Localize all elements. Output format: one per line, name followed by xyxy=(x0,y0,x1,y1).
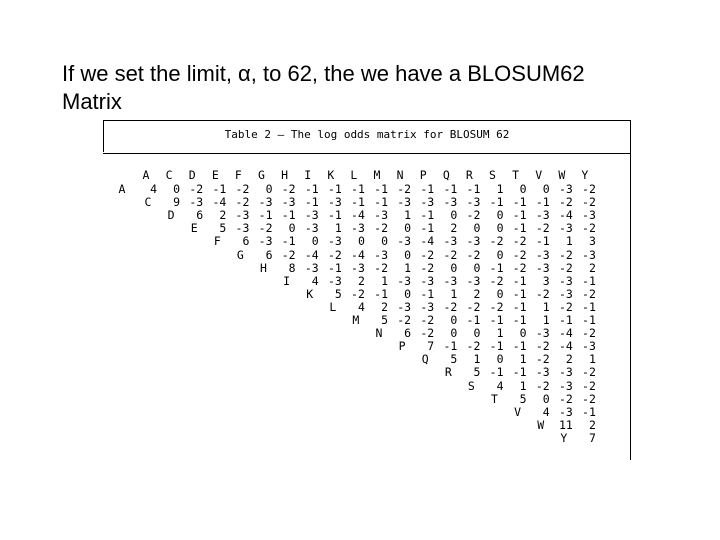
matrix-cell: -2 xyxy=(512,260,527,275)
matrix-cell: -1 xyxy=(512,221,527,236)
matrix-cell: -3 xyxy=(535,247,550,262)
matrix-cell: 6 xyxy=(404,326,412,341)
matrix-cell: -2 xyxy=(535,378,550,393)
matrix-cell: -1 xyxy=(443,339,458,354)
matrix-cell: -2 xyxy=(535,221,550,236)
matrix-cell: 7 xyxy=(427,339,435,354)
matrix-cell: -2 xyxy=(420,326,435,341)
row-label: F xyxy=(213,234,221,249)
matrix-cell: 0 xyxy=(496,221,504,236)
matrix-cell: -2 xyxy=(466,339,481,354)
matrix-cell: 9 xyxy=(173,195,181,210)
matrix-cell: 1 xyxy=(496,326,504,341)
matrix-cell: -2 xyxy=(466,208,481,223)
matrix-cell: 1 xyxy=(565,234,573,249)
matrix-cell: 2 xyxy=(381,299,388,314)
matrix-cell: 0 xyxy=(357,234,365,249)
matrix-cell: -1 xyxy=(351,182,365,196)
matrix-cell: 4 xyxy=(357,299,365,314)
column-header: K xyxy=(327,168,335,182)
matrix-cell: 5 xyxy=(450,352,458,367)
matrix-cell: -1 xyxy=(489,313,504,327)
matrix-cell: -2 xyxy=(327,247,342,262)
matrix-cell: -2 xyxy=(558,391,573,406)
slide-title xyxy=(62,60,702,116)
column-header: M xyxy=(373,168,381,182)
matrix-cell: 2 xyxy=(450,221,458,236)
matrix-cell: -3 xyxy=(420,195,435,210)
matrix-cell: 1 xyxy=(542,299,550,314)
column-header: W xyxy=(558,168,566,182)
matrix-cell: -3 xyxy=(535,260,550,275)
matrix-cell: -1 xyxy=(582,299,596,314)
row-label: Q xyxy=(421,352,429,367)
matrix-cell: -3 xyxy=(558,273,573,288)
column-header: F xyxy=(234,168,242,182)
matrix-cell: -3 xyxy=(327,273,342,288)
matrix-cell: -2 xyxy=(582,195,596,210)
matrix-cell: -1 xyxy=(535,234,550,249)
matrix-cell: 3 xyxy=(542,273,550,288)
matrix-cell: -3 xyxy=(397,273,412,288)
matrix-cell: 1 xyxy=(519,352,527,367)
matrix-cell: 2 xyxy=(565,352,573,367)
row-label: P xyxy=(398,339,406,354)
column-header: E xyxy=(211,168,219,182)
matrix-cell: -3 xyxy=(582,247,596,262)
matrix-cell: 0 xyxy=(473,221,481,236)
matrix-cell: -3 xyxy=(397,195,412,210)
matrix-cell: -3 xyxy=(443,195,458,210)
column-header: H xyxy=(281,168,289,182)
matrix-cell: 6 xyxy=(265,247,273,262)
matrix-cell: 0 xyxy=(519,182,527,196)
matrix-cell: 6 xyxy=(196,208,204,223)
matrix-cell: 0 xyxy=(265,182,273,196)
row-label: W xyxy=(537,417,545,432)
row-label: D xyxy=(167,208,175,223)
row-label: M xyxy=(352,313,360,327)
matrix-cell: -1 xyxy=(351,195,365,210)
matrix-cell: -3 xyxy=(397,234,412,249)
matrix-cell: -2 xyxy=(258,221,273,236)
matrix-cell: -1 xyxy=(512,273,527,288)
matrix-cell: -3 xyxy=(558,221,573,236)
matrix-cell: -3 xyxy=(374,247,388,262)
matrix-cell: 3 xyxy=(588,234,596,249)
matrix-cell: 0 xyxy=(450,313,458,327)
matrix-cell: -3 xyxy=(235,208,250,223)
matrix-cell: -3 xyxy=(351,260,365,275)
matrix-cell: 0 xyxy=(542,391,550,406)
matrix-cell: -2 xyxy=(489,234,504,249)
row-label: G xyxy=(236,247,244,262)
column-header: Q xyxy=(442,168,450,182)
matrix-cell: 4 xyxy=(542,404,550,419)
matrix-cell: -3 xyxy=(443,273,458,288)
matrix-cell: 11 xyxy=(558,417,573,432)
slide-title-line-2: Matrix xyxy=(62,89,122,114)
matrix-cell: -4 xyxy=(558,339,573,354)
matrix-cell: -1 xyxy=(582,273,596,288)
matrix-cell: -1 xyxy=(443,182,458,196)
matrix-cell: -1 xyxy=(327,182,342,196)
matrix-cell: -4 xyxy=(212,195,227,210)
row-label: C xyxy=(144,195,152,210)
matrix-cell: -1 xyxy=(281,234,296,249)
matrix-cell: 6 xyxy=(242,234,250,249)
matrix-cell: 4 xyxy=(150,182,157,196)
row-label: L xyxy=(329,299,337,314)
matrix-cell: -3 xyxy=(397,299,412,314)
matrix-cell: -2 xyxy=(374,260,388,275)
matrix-cell: -4 xyxy=(558,326,573,341)
matrix-cell: -3 xyxy=(258,195,273,210)
matrix-cell: -3 xyxy=(327,195,342,210)
column-header: A xyxy=(142,168,150,182)
matrix-cell: 0 xyxy=(404,247,412,262)
matrix-cell: 5 xyxy=(334,286,342,301)
matrix-cell: 0 xyxy=(473,326,481,341)
matrix-cell: -3 xyxy=(235,221,250,236)
matrix-cell: -3 xyxy=(189,195,204,210)
matrix-cell: 1 xyxy=(588,352,596,367)
matrix-cell: -2 xyxy=(512,247,527,262)
matrix-cell: 0 xyxy=(173,182,181,196)
column-header: T xyxy=(512,168,520,182)
matrix-cell: -3 xyxy=(535,365,550,380)
matrix-cell: -3 xyxy=(558,378,573,393)
matrix-cell: -2 xyxy=(420,313,435,327)
matrix-cell: -3 xyxy=(304,221,319,236)
row-label: K xyxy=(306,286,314,301)
matrix-cell: -1 xyxy=(466,182,481,196)
matrix-cell: -3 xyxy=(304,260,319,275)
matrix-cell: -2 xyxy=(443,299,458,314)
row-label: Y xyxy=(560,430,568,445)
log-odds-matrix xyxy=(103,120,631,460)
matrix-cell: -3 xyxy=(582,208,596,223)
column-header: R xyxy=(465,168,473,182)
matrix-cell: -3 xyxy=(558,182,573,196)
matrix-cell: -3 xyxy=(466,195,481,210)
matrix-cell: -1 xyxy=(558,313,573,327)
table-caption: Table 2 – The log odds matrix for BLOSUM 62 xyxy=(224,128,510,141)
matrix-cell: -1 xyxy=(512,313,527,327)
matrix-cell: -1 xyxy=(512,286,527,301)
matrix-cell: -3 xyxy=(535,326,550,341)
column-header: C xyxy=(165,168,173,182)
matrix-cell: -1 xyxy=(420,182,435,196)
matrix-cell: -1 xyxy=(374,195,388,210)
matrix-cell: 2 xyxy=(357,273,365,288)
matrix-cell: 1 xyxy=(404,260,412,275)
matrix-cell: 0 xyxy=(496,208,504,223)
matrix-cell: -2 xyxy=(466,247,481,262)
matrix-cell: -1 xyxy=(582,404,596,419)
matrix-cell: -1 xyxy=(489,195,504,210)
row-label: A xyxy=(118,182,126,196)
matrix-cell: -1 xyxy=(327,260,342,275)
row-label: N xyxy=(375,326,383,341)
matrix-cell: -4 xyxy=(351,208,365,223)
matrix-cell: 5 xyxy=(473,365,481,380)
matrix-cell: -2 xyxy=(558,260,573,275)
row-label: E xyxy=(190,221,198,236)
matrix-cell: 7 xyxy=(588,430,596,445)
matrix-cell: 2 xyxy=(219,208,227,223)
matrix-cell: -1 xyxy=(327,208,342,223)
matrix-cell: 5 xyxy=(219,221,227,236)
matrix-cell: -2 xyxy=(443,247,458,262)
matrix-cell: 0 xyxy=(288,221,296,236)
matrix-cell: 8 xyxy=(288,260,296,275)
matrix-cell: -3 xyxy=(558,286,573,301)
matrix-cell: -2 xyxy=(374,221,388,236)
matrix-cell: -2 xyxy=(582,286,596,301)
matrix-cell: -2 xyxy=(489,273,504,288)
matrix-cell: 5 xyxy=(519,391,527,406)
matrix-cell: -2 xyxy=(351,286,365,301)
matrix-cell: -2 xyxy=(558,299,573,314)
matrix-cell: -1 xyxy=(258,208,273,223)
matrix-cell: -2 xyxy=(281,182,296,196)
matrix-cell: -1 xyxy=(420,286,435,301)
matrix-cell: -3 xyxy=(582,339,596,354)
matrix-cell: -2 xyxy=(558,195,573,210)
matrix-cell: -1 xyxy=(535,195,550,210)
matrix-cell: 1 xyxy=(450,286,458,301)
matrix-cell: 0 xyxy=(496,286,504,301)
matrix-cell: -2 xyxy=(189,182,204,196)
matrix-cell: -3 xyxy=(374,208,388,223)
matrix-cell: -2 xyxy=(535,352,550,367)
matrix-cell: -2 xyxy=(535,286,550,301)
matrix-cell: 2 xyxy=(588,417,596,432)
matrix-cell: -2 xyxy=(535,339,550,354)
matrix-cell: -1 xyxy=(420,221,435,236)
matrix-cell: -1 xyxy=(512,365,527,380)
matrix-cell: -3 xyxy=(420,299,435,314)
matrix-cell: 1 xyxy=(496,182,504,196)
matrix-cell: -2 xyxy=(582,221,596,236)
matrix-cell: -3 xyxy=(327,234,342,249)
matrix-cell: 1 xyxy=(334,221,342,236)
blosum62-table-figure xyxy=(103,120,631,460)
matrix-cell: -1 xyxy=(304,182,319,196)
column-header: N xyxy=(396,168,404,182)
matrix-cell: -2 xyxy=(582,182,596,196)
matrix-cell: 0 xyxy=(404,286,412,301)
matrix-cell: -2 xyxy=(235,182,250,196)
matrix-cell: -4 xyxy=(420,234,435,249)
matrix-cell: -3 xyxy=(258,234,273,249)
row-label: I xyxy=(283,273,291,288)
row-label: T xyxy=(491,391,498,406)
column-header: I xyxy=(304,168,312,182)
matrix-cell: -2 xyxy=(397,182,412,196)
matrix-cell: 1 xyxy=(404,208,412,223)
matrix-cell: 4 xyxy=(496,378,504,393)
matrix-cell: -3 xyxy=(466,273,481,288)
matrix-cell: -2 xyxy=(397,313,412,327)
column-header: L xyxy=(350,168,358,182)
matrix-cell: 0 xyxy=(404,221,412,236)
matrix-cell: -2 xyxy=(281,247,296,262)
matrix-cell: -2 xyxy=(420,247,435,262)
matrix-cell: -3 xyxy=(304,208,319,223)
matrix-cell: -3 xyxy=(535,208,550,223)
matrix-cell: 0 xyxy=(473,260,481,275)
matrix-cell: 1 xyxy=(519,378,527,393)
matrix-cell: -1 xyxy=(512,195,527,210)
matrix-cell: 5 xyxy=(381,313,388,327)
matrix-cell: -2 xyxy=(512,234,527,249)
matrix-cell: 0 xyxy=(450,260,458,275)
matrix-cell: -2 xyxy=(235,195,250,210)
matrix-cell: -4 xyxy=(351,247,365,262)
matrix-cell: -1 xyxy=(281,208,296,223)
matrix-cell: -3 xyxy=(466,234,481,249)
matrix-cell: -2 xyxy=(582,378,596,393)
matrix-cell: -4 xyxy=(558,208,573,223)
matrix-cell: 0 xyxy=(496,247,504,262)
matrix-cell: -1 xyxy=(512,208,527,223)
row-label: S xyxy=(467,378,475,393)
matrix-cell: -3 xyxy=(420,273,435,288)
matrix-cell: 0 xyxy=(519,326,527,341)
matrix-cell: 2 xyxy=(473,286,481,301)
matrix-cell: -2 xyxy=(420,260,435,275)
matrix-cell: 0 xyxy=(311,234,319,249)
matrix-cell: -1 xyxy=(512,299,527,314)
matrix-cell: -2 xyxy=(582,391,596,406)
matrix-cell: 0 xyxy=(450,208,458,223)
matrix-cell: -1 xyxy=(489,365,504,380)
matrix-cell: -1 xyxy=(582,313,596,327)
matrix-cell: 0 xyxy=(450,326,458,341)
matrix-cell: 1 xyxy=(542,313,550,327)
column-header: P xyxy=(419,168,427,182)
matrix-cell: 4 xyxy=(311,273,319,288)
matrix-cell: -3 xyxy=(281,195,296,210)
matrix-cell: -2 xyxy=(582,326,596,341)
column-header: S xyxy=(489,168,496,182)
matrix-cell: 0 xyxy=(381,234,388,249)
matrix-cell: -2 xyxy=(489,299,504,314)
matrix-cell: -2 xyxy=(558,247,573,262)
matrix-cell: -1 xyxy=(512,339,527,354)
matrix-cell: -2 xyxy=(466,299,481,314)
row-label: V xyxy=(514,404,522,419)
slide-title-line-1: If we set the limit, α, to 62, the we have a BLOSUM62 xyxy=(62,61,585,86)
row-label: H xyxy=(260,260,267,275)
matrix-cell: -1 xyxy=(374,182,388,196)
matrix-cell: 1 xyxy=(473,352,481,367)
column-header: Y xyxy=(581,168,589,182)
matrix-cell: 1 xyxy=(381,273,388,288)
matrix-cell: -3 xyxy=(351,221,365,236)
matrix-cell: -1 xyxy=(374,286,388,301)
matrix-cell: -3 xyxy=(558,404,573,419)
column-header: D xyxy=(188,168,196,182)
matrix-cell: -1 xyxy=(212,182,227,196)
column-header: G xyxy=(258,168,265,182)
matrix-cell: 0 xyxy=(496,352,504,367)
matrix-cell: -1 xyxy=(466,313,481,327)
matrix-cell: -3 xyxy=(443,234,458,249)
matrix-cell: -1 xyxy=(420,208,435,223)
row-label: R xyxy=(444,365,452,380)
matrix-cell: 0 xyxy=(542,182,550,196)
matrix-cell: -1 xyxy=(489,339,504,354)
column-header: V xyxy=(535,168,543,182)
matrix-cell: -4 xyxy=(304,247,319,262)
matrix-cell: 2 xyxy=(588,260,596,275)
matrix-cell: -1 xyxy=(304,195,319,210)
matrix-cell: -3 xyxy=(558,365,573,380)
matrix-cell: -2 xyxy=(582,365,596,380)
matrix-cell: -1 xyxy=(489,260,504,275)
